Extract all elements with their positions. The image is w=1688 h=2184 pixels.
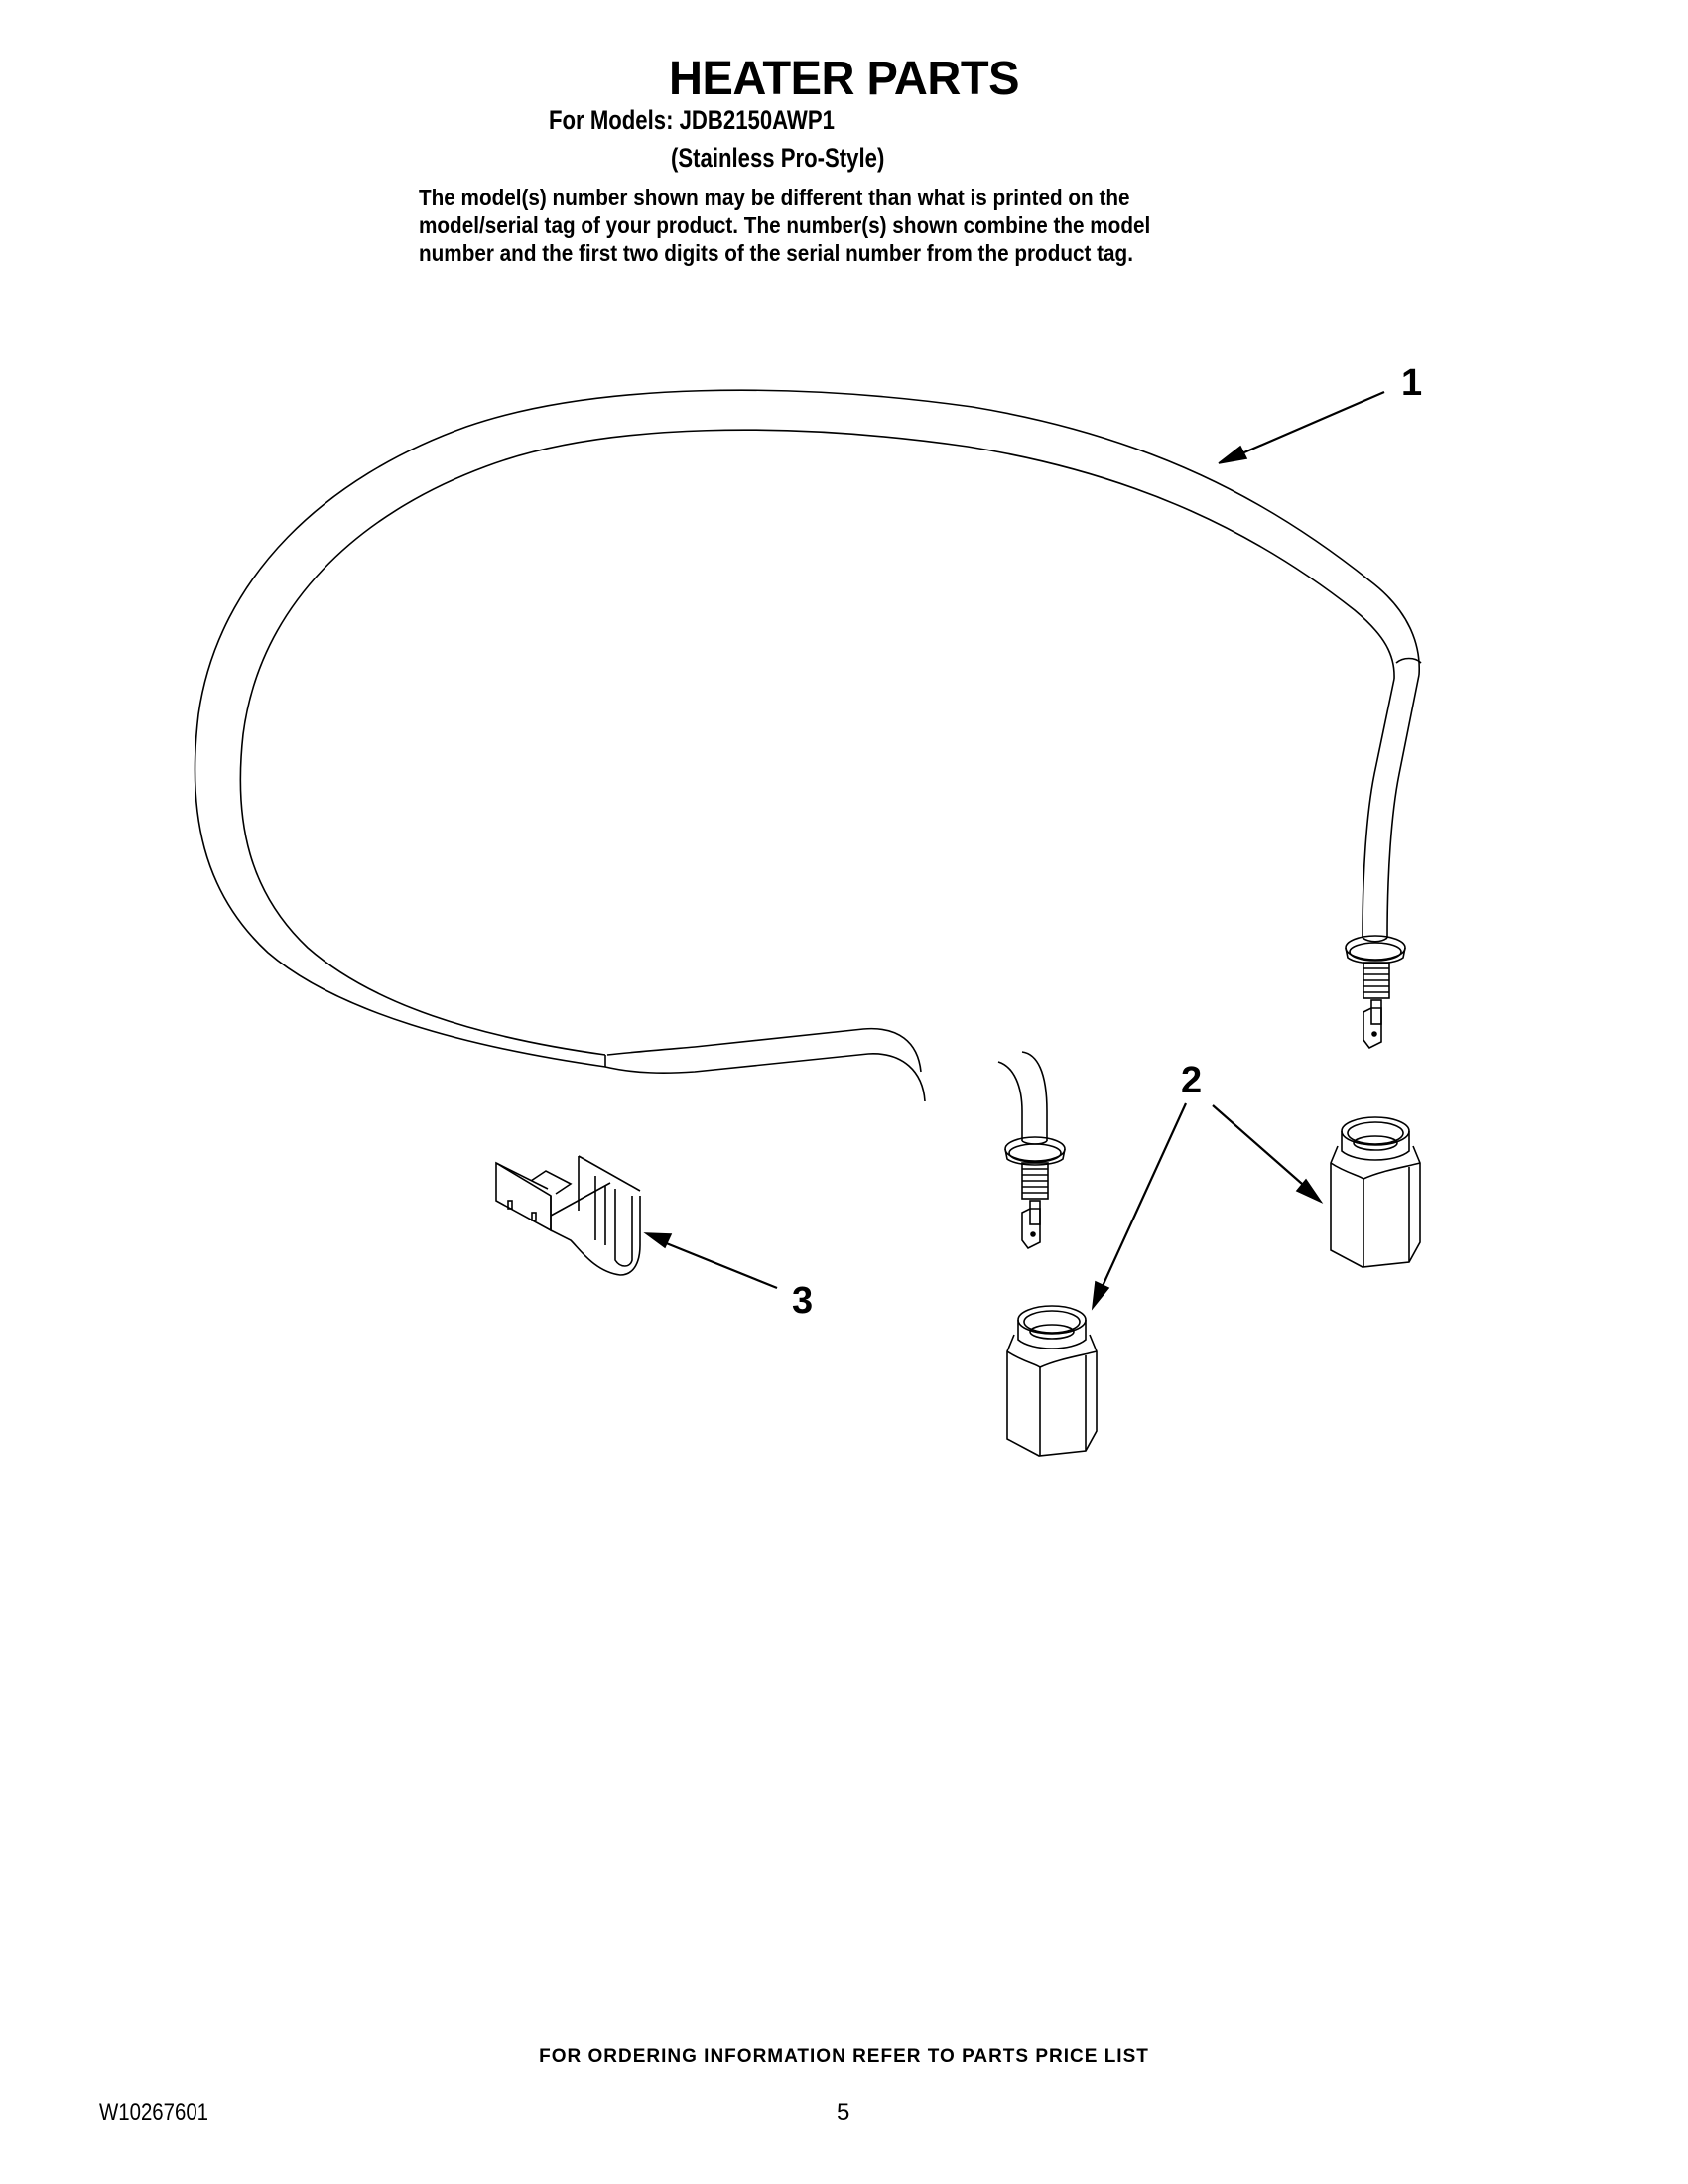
note-line: model/serial tag of your product. The number(s) shown combine the model xyxy=(419,212,1151,238)
page-title: HEATER PARTS xyxy=(668,53,1020,105)
callout-3-arrow-icon xyxy=(646,1233,777,1288)
heater-nut-icon xyxy=(1007,1306,1097,1456)
document-number: W10267601 xyxy=(99,2099,209,2125)
callout-1-arrow-icon xyxy=(1219,392,1384,463)
models-line: For Models: JDB2150AWP1 xyxy=(549,105,835,135)
callout-label-1: 1 xyxy=(1401,362,1423,404)
note-line: number and the first two digits of the serial number from the product tag. xyxy=(419,240,1133,266)
note-line: The model(s) number shown may be different than what is printed on the xyxy=(419,185,1130,210)
heater-clip-icon xyxy=(496,1156,640,1275)
callout-2-arrows-icon xyxy=(1093,1103,1321,1308)
ordering-info: FOR ORDERING INFORMATION REFER TO PARTS PRICE LIST xyxy=(539,2046,1149,2067)
style-line: (Stainless Pro-Style) xyxy=(671,143,885,173)
callout-label-2: 2 xyxy=(1181,1060,1203,1101)
callout-label-3: 3 xyxy=(792,1280,814,1322)
page-number: 5 xyxy=(837,2099,850,2125)
heater-nut-icon xyxy=(1331,1117,1420,1267)
heater-element-icon xyxy=(195,390,1421,1248)
